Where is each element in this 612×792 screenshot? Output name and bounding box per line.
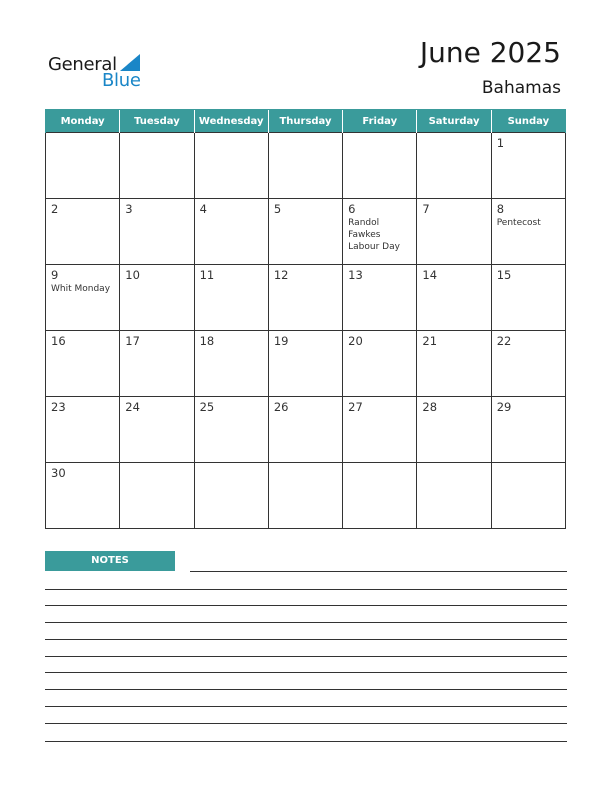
calendar-body xyxy=(46,133,566,529)
day-cell xyxy=(417,397,491,463)
logo-word-blue: Blue xyxy=(102,70,141,91)
day-cell xyxy=(120,133,194,199)
notes-rule-line xyxy=(45,672,567,673)
day-number: 23 xyxy=(51,400,66,414)
notes-rule-line xyxy=(45,723,567,724)
day-number: 14 xyxy=(422,268,438,282)
day-number: 8 xyxy=(496,202,505,216)
day-number: 25 xyxy=(199,400,215,414)
day-cell xyxy=(46,133,120,199)
day-number: 10 xyxy=(125,268,140,282)
day-cell xyxy=(120,397,194,463)
week-row xyxy=(46,463,566,529)
day-cell xyxy=(343,331,417,397)
day-cell xyxy=(268,397,342,463)
day-number: 28 xyxy=(422,400,438,414)
day-cell xyxy=(194,331,268,397)
day-cell xyxy=(491,331,565,397)
day-cell xyxy=(194,397,268,463)
day-cell xyxy=(417,265,491,331)
logo xyxy=(48,52,158,92)
week-row xyxy=(46,397,566,463)
weekday-header: Tuesday xyxy=(120,110,194,133)
day-cell xyxy=(268,265,342,331)
day-number: 11 xyxy=(199,268,215,282)
notes-rule-line xyxy=(190,571,567,572)
day-number: 18 xyxy=(199,334,215,348)
day-number: 17 xyxy=(125,334,140,348)
logo-triangle-icon xyxy=(120,54,140,71)
day-number: 3 xyxy=(125,202,133,216)
day-cell xyxy=(46,463,120,529)
day-number: 4 xyxy=(199,202,207,216)
day-cell xyxy=(491,463,565,529)
notes-rule-line xyxy=(45,689,567,690)
day-number: 27 xyxy=(348,400,363,414)
week-row xyxy=(46,133,566,199)
day-cell xyxy=(46,265,120,331)
week-row xyxy=(46,331,566,397)
day-cell xyxy=(268,463,342,529)
day-cell xyxy=(268,133,342,199)
page-subtitle: Bahamas xyxy=(481,78,561,98)
day-cell xyxy=(417,199,491,265)
day-number: 24 xyxy=(125,400,140,414)
day-cell xyxy=(491,265,565,331)
day-cell xyxy=(46,331,120,397)
notes-rule-line xyxy=(45,639,567,640)
day-number: 16 xyxy=(51,334,66,348)
day-number: 21 xyxy=(422,334,438,348)
day-number: 7 xyxy=(422,202,430,216)
day-number: 15 xyxy=(496,268,512,282)
day-number: 12 xyxy=(273,268,289,282)
weekday-header: Saturday xyxy=(417,110,491,133)
page-title: June 2025 xyxy=(419,36,561,69)
day-cell xyxy=(46,199,120,265)
day-cell xyxy=(120,265,194,331)
logo-word-general: General xyxy=(48,54,117,75)
day-number: 22 xyxy=(496,334,512,348)
holiday-label: Whit Monday xyxy=(51,284,111,294)
weekday-header: Thursday xyxy=(268,110,342,133)
week-row xyxy=(46,265,566,331)
day-cell xyxy=(417,133,491,199)
day-cell xyxy=(120,331,194,397)
day-number: 26 xyxy=(273,400,289,414)
notes-rule-line xyxy=(45,706,567,707)
calendar-grid xyxy=(45,109,566,529)
day-cell xyxy=(491,199,565,265)
weekday-header: Monday xyxy=(46,110,120,133)
notes-rule-line xyxy=(45,656,567,657)
day-cell xyxy=(194,265,268,331)
day-number: 29 xyxy=(496,400,512,414)
day-cell xyxy=(120,463,194,529)
notes-rule-line xyxy=(45,605,567,606)
notes-label: NOTES xyxy=(45,551,175,571)
day-cell xyxy=(343,265,417,331)
day-cell xyxy=(194,199,268,265)
weekday-header: Wednesday xyxy=(194,110,268,133)
day-cell xyxy=(417,331,491,397)
day-cell xyxy=(268,331,342,397)
day-cell xyxy=(343,463,417,529)
day-number: 30 xyxy=(51,466,66,480)
week-row xyxy=(46,199,566,265)
day-cell xyxy=(46,397,120,463)
notes-rule-line xyxy=(45,622,567,623)
day-number: 5 xyxy=(273,202,282,216)
notes-rule-line xyxy=(45,741,567,742)
day-cell xyxy=(417,463,491,529)
day-number: 2 xyxy=(51,202,59,216)
day-number: 6 xyxy=(348,202,356,216)
day-cell xyxy=(343,133,417,199)
day-cell xyxy=(343,397,417,463)
weekday-header: Sunday xyxy=(491,110,565,133)
weekday-header-row xyxy=(46,110,566,133)
weekday-header: Friday xyxy=(343,110,417,133)
day-number: 13 xyxy=(348,268,363,282)
day-number: 20 xyxy=(348,334,363,348)
day-number: 1 xyxy=(496,136,505,150)
holiday-label: Randol Fawkes Labour Day xyxy=(348,218,400,252)
day-cell xyxy=(194,133,268,199)
day-cell xyxy=(491,133,565,199)
day-cell xyxy=(194,463,268,529)
day-number: 19 xyxy=(273,334,289,348)
notes-rule-line xyxy=(45,589,567,590)
day-cell xyxy=(343,199,417,265)
holiday-label: Pentecost xyxy=(496,218,541,228)
day-cell xyxy=(491,397,565,463)
day-cell xyxy=(268,199,342,265)
day-cell xyxy=(120,199,194,265)
day-number: 9 xyxy=(51,268,59,282)
